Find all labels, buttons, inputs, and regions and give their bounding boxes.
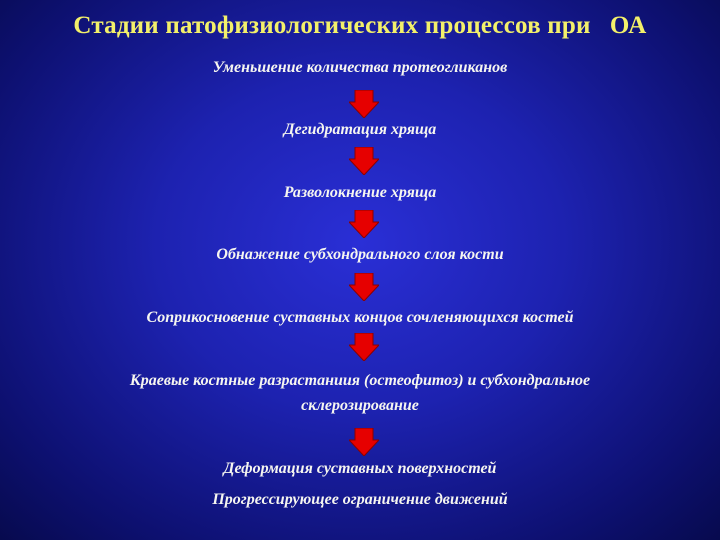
step-osteophytosis-line2: склерозирование: [301, 397, 419, 414]
step-proteoglycan-reduction: Уменьшение количества протеогликанов: [212, 59, 508, 76]
down-arrow-icon: [349, 90, 379, 118]
step-cartilage-dehydration: Дегидратация хряща: [283, 121, 437, 138]
step-joint-surface-contact: Соприкосновение суставных концов сочленяющихся костей: [146, 309, 574, 326]
step-surface-deformation: Деформация суставных поверхностей: [223, 460, 497, 477]
down-arrow-icon: [349, 428, 379, 456]
step-movement-limitation: Прогрессирующее ограничение движений: [212, 491, 508, 508]
down-arrow-icon: [349, 333, 379, 361]
step-osteophytosis-line1: Краевые костные разрастаниия (остеофитоз) и субхондральное: [129, 372, 591, 389]
down-arrow-icon: [349, 273, 379, 301]
down-arrow-icon: [349, 210, 379, 238]
down-arrow-icon: [349, 147, 379, 175]
slide-title: Стадии патофизиологических процессов при ОА: [73, 12, 647, 39]
step-cartilage-fibrillation: Разволокнение хряща: [283, 184, 437, 201]
step-subchondral-exposure: Обнажение субхондрального слоя кости: [216, 246, 504, 263]
